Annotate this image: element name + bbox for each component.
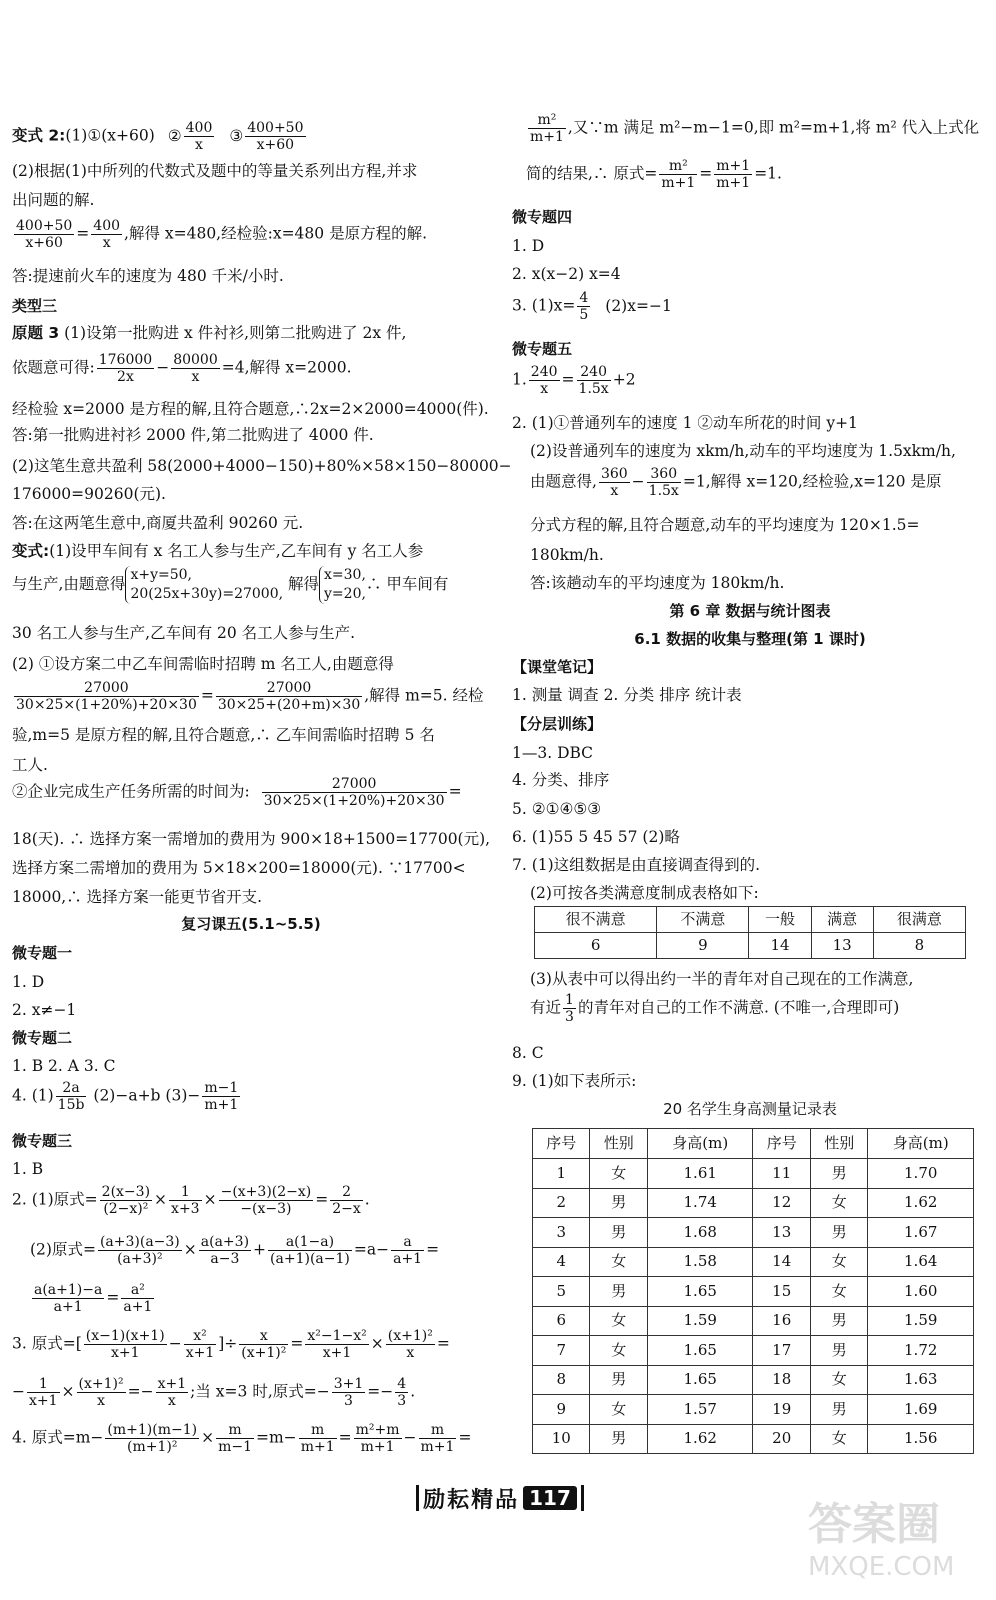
text-line: 1. D — [512, 237, 545, 255]
t2-cell: 13 — [753, 1218, 810, 1248]
t2-cell: 女 — [810, 1277, 867, 1307]
t2-header-cell: 序号 — [533, 1129, 590, 1159]
brand-name: 励耘精品 — [423, 1487, 520, 1513]
section-heading: 【分层训练】 — [512, 715, 603, 733]
t1-value-cell: 6 — [535, 933, 657, 959]
equation-line: 4. 原式=m− $\frac{(m+1)(m-1)}{\text{(m+1)²}}$ × $\frac{m}{m-1}$ =m− $\frac{m}{m+1}$ = $\frac{\text{m²+m}}{m+1}$ − $\frac{m}{m+1}$ = — [12, 1422, 472, 1456]
text-line: 18000,∴ 选择方案一能更节省开支. — [12, 888, 263, 906]
t2-cell: 女 — [590, 1336, 647, 1366]
t2-cell: 12 — [753, 1188, 810, 1218]
text-line: 选择方案二需增加的费用为 5×18×200=18000(元). ∵17700< — [12, 859, 466, 877]
text-line: 4. 分类、排序 — [512, 771, 610, 789]
text-line: (2)根据(1)中所列的代数式及题中的等量关系列出方程,并求 — [12, 162, 418, 180]
text-line: 分式方程的解,且符合题意,动车的平均速度为 120×1.5= — [530, 516, 920, 534]
section-heading: 【课堂笔记】 — [512, 658, 603, 676]
t2-cell: 8 — [533, 1365, 590, 1395]
t2-cell: 1.68 — [647, 1218, 753, 1248]
t2-cell: 18 — [753, 1365, 810, 1395]
equation-line: 由题意得, $\frac{360}{x}$ − $\frac{360}{1.5x}$ =1,解得 x=120,经检验,x=120 是原 — [530, 466, 942, 500]
table-row — [533, 1395, 974, 1425]
t2-cell: 1.61 — [647, 1159, 753, 1189]
text-line: (2)设普通列车的速度为 xkm/h,动车的平均速度为 1.5xkm/h, — [530, 442, 956, 460]
t2-cell: 1.59 — [868, 1306, 974, 1336]
satisfaction-table — [534, 906, 966, 959]
t2-cell: 女 — [810, 1247, 867, 1277]
t2-cell: 1.70 — [868, 1159, 974, 1189]
footer-bar — [416, 1485, 419, 1511]
t1-header-cell: 很满意 — [873, 907, 965, 933]
t1-header-cell: 很不满意 — [535, 907, 657, 933]
t2-cell: 20 — [753, 1424, 810, 1454]
section-heading: 微专题五 — [512, 340, 573, 358]
text-line: 答:该趟动车的平均速度为 180km/h. — [530, 574, 785, 592]
t2-cell: 男 — [590, 1218, 647, 1248]
t2-cell: 男 — [810, 1218, 867, 1248]
text-line: 答:第一批购进衬衫 2000 件,第二批购进了 4000 件. — [12, 426, 374, 444]
section-title: 复习课五(5.1~5.5) — [181, 915, 321, 933]
equation-line: ②企业完成生产任务所需的时间为: $\frac{27000}{30\times 25\times(1+20\%)+20\times 30}$ = — [12, 776, 462, 810]
section-heading: 类型三 — [12, 297, 58, 315]
text-line: 2. x(x−2) x=4 — [512, 265, 621, 283]
text-line: 变式:(1)设甲车间有 x 名工人参与生产,乙车间有 y 名工人参 — [12, 542, 424, 560]
text-line: 验,m=5 是原方程的解,且符合题意,∴ 乙车间需临时招聘 5 名 — [12, 726, 435, 744]
text-line: 5. ②①④⑤③ — [512, 800, 602, 818]
t2-cell: 1.69 — [868, 1395, 974, 1425]
t2-cell: 男 — [810, 1306, 867, 1336]
t2-cell: 1 — [533, 1159, 590, 1189]
text-line: 8. C — [512, 1044, 544, 1062]
t2-cell: 1.65 — [647, 1365, 753, 1395]
text-line: 1. 测量 调查 2. 分类 排序 统计表 — [512, 686, 742, 704]
t2-cell: 1.64 — [868, 1247, 974, 1277]
t2-header-cell: 身高(m) — [647, 1129, 753, 1159]
t2-cell: 女 — [810, 1424, 867, 1454]
t2-cell: 男 — [590, 1188, 647, 1218]
text-line: (2) ①设方案二中乙车间需临时招聘 m 名工人,由题意得 — [12, 655, 394, 673]
variant2-line: 变式 2:(1)①(x+60) ② $\frac{400}{x}$ ③ $\frac{400+50}{x+60}$ — [12, 120, 304, 154]
table-row — [533, 1336, 974, 1366]
t1-value-cell: 13 — [811, 933, 873, 959]
watermark — [808, 1488, 988, 1588]
t2-cell: 1.57 — [647, 1395, 753, 1425]
t2-cell: 1.56 — [868, 1424, 974, 1454]
t2-cell: 1.58 — [647, 1247, 753, 1277]
text-line: 工人. — [12, 756, 48, 774]
text-line: 7. (1)这组数据是由直接调查得到的. — [512, 856, 761, 874]
t2-cell: 1.72 — [868, 1336, 974, 1366]
t2-cell: 14 — [753, 1247, 810, 1277]
t2-cell: 3 — [533, 1218, 590, 1248]
table-row — [533, 1218, 974, 1248]
t2-cell: 1.65 — [647, 1277, 753, 1307]
equation-line: $\frac{27000}{30\times 25\times(1+20\%)+20\times 30}$ = $\frac{27000}{30\times 25+(20+m)\times 30}$ ,解得 m=5. 经检 — [16, 680, 484, 714]
t2-cell: 15 — [753, 1277, 810, 1307]
t1-value-cell: 8 — [873, 933, 965, 959]
table-row — [533, 1365, 974, 1395]
t2-cell: 7 — [533, 1336, 590, 1366]
fraction: $\frac{400}{x}$ — [185, 120, 213, 154]
t2-header-cell: 序号 — [753, 1129, 810, 1159]
t2-cell: 男 — [590, 1424, 647, 1454]
text-line: 1—3. DBC — [512, 744, 594, 762]
t2-cell: 男 — [810, 1336, 867, 1366]
equation-line: 依题意可得: $\frac{176000}{2x}$ − $\frac{80000}{x}$ =4,解得 x=2000. — [12, 352, 352, 386]
table-row — [533, 1247, 974, 1277]
section-heading: 微专题一 — [12, 944, 73, 962]
footer-bar — [581, 1485, 584, 1511]
watermark-text: 答案圈 — [808, 1499, 940, 1550]
height-record-table — [532, 1128, 974, 1454]
t2-cell: 1.74 — [647, 1188, 753, 1218]
t1-header-cell: 不满意 — [657, 907, 749, 933]
lesson-title: 6.1 数据的收集与整理(第 1 课时) — [634, 630, 866, 648]
equation-line: 2. (1)原式= $\frac{2(x-3)}{\text{(2−x)²}}$ × $\frac{1}{x+3}$ × $\frac{-(x+3)(2-x)}{-(x-3)}$ = $\frac{2}{2-x}$ . — [12, 1184, 370, 1218]
t2-cell: 男 — [810, 1395, 867, 1425]
t2-cell: 男 — [590, 1365, 647, 1395]
table-title: 20 名学生身高测量记录表 — [663, 1100, 837, 1118]
t2-cell: 11 — [753, 1159, 810, 1189]
text-line: 2. (1)①普通列车的速度 1 ②动车所花的时间 y+1 — [512, 414, 858, 432]
t2-cell: 6 — [533, 1306, 590, 1336]
text-line: (3)从表中可以得出约一半的青年对自己现在的工作满意, — [530, 970, 914, 988]
t2-header-cell: 性别 — [810, 1129, 867, 1159]
t2-cell: 1.67 — [868, 1218, 974, 1248]
t2-cell: 女 — [810, 1365, 867, 1395]
t2-cell: 4 — [533, 1247, 590, 1277]
text-line: 答:提速前火车的速度为 480 千米/小时. — [12, 267, 284, 285]
text-line: 2. x≠−1 — [12, 1001, 77, 1019]
t2-cell: 女 — [810, 1188, 867, 1218]
table-row — [533, 1424, 974, 1454]
section-heading: 微专题四 — [512, 208, 573, 226]
equation-line: $\frac{400+50}{x+60}$ = $\frac{400}{x}$ ,解得 x=480,经检验:x=480 是原方程的解. — [16, 218, 428, 252]
table-row — [533, 1306, 974, 1336]
text-line: 180km/h. — [530, 546, 604, 564]
t2-cell: 19 — [753, 1395, 810, 1425]
t2-cell: 16 — [753, 1306, 810, 1336]
table-row — [533, 1277, 974, 1307]
watermark-url: MXQE.COM — [808, 1552, 955, 1582]
t2-cell: 1.63 — [868, 1365, 974, 1395]
chapter-title: 第 6 章 数据与统计图表 — [669, 602, 831, 620]
text-line: 30 名工人参与生产,乙车间有 20 名工人参与生产. — [12, 624, 356, 642]
text-line: 1. B — [12, 1160, 44, 1178]
t1-value-cell: 14 — [749, 933, 811, 959]
text-line: 原题 3 (1)设第一批购进 x 件衬衫,则第二批购进了 2x 件, — [12, 324, 407, 342]
text-line: 9. (1)如下表所示: — [512, 1072, 637, 1090]
text-line: 1. B 2. A 3. C — [12, 1057, 116, 1075]
t2-cell: 5 — [533, 1277, 590, 1307]
equation-line: $\frac{a(a+1)-a}{a+1}$ = $\frac{\text{a²}}{a+1}$ — [34, 1282, 153, 1316]
equation-line: $\frac{\text{m²}}{m+1}$ ,又∵m 满足 m²−m−1=0,即 m²=m+1,将 m² 代入上式化 — [530, 112, 980, 146]
t2-cell: 17 — [753, 1336, 810, 1366]
system-line: 与生产,由题意得 x+y=50, 20(25x+30y)=27000, 解得 x=30, y=20, ∴ 甲车间有 — [12, 567, 449, 602]
t2-cell: 10 — [533, 1424, 590, 1454]
equation-line: − $\frac{1}{x+1}$ × $\frac{\text{(x+1)²}}{x}$ =− $\frac{x+1}{x}$ ;当 x=3 时,原式=− $\frac{3+1}{3}$ =− $\frac{4}{3}$ . — [12, 1376, 416, 1410]
text-line: 答:在这两笔生意中,商厦共盈利 90260 元. — [12, 514, 304, 532]
text-line: 6. (1)55 5 45 57 (2)略 — [512, 828, 680, 846]
t2-cell: 1.62 — [647, 1424, 753, 1454]
text-line: 出问题的解. — [12, 191, 95, 209]
equation-line: 4. (1) $\frac{2a}{15b}$ (2)−a+b (3)− $\frac{m-1}{m+1}$ — [12, 1080, 239, 1114]
t2-cell: 女 — [590, 1159, 647, 1189]
t2-header-cell: 身高(m) — [868, 1129, 974, 1159]
equation-line: (2)原式= $\frac{(a+3)(a-3)}{\text{(a+3)²}}$ × $\frac{a(a+3)}{a-3}$ + $\frac{a(1-a)}{(a+1)(a-1)}$ =a− $\frac{a}{a+1}$ = — [30, 1234, 440, 1268]
page-number: 117 — [523, 1486, 577, 1510]
t2-cell: 男 — [590, 1277, 647, 1307]
text-line: 18(天). ∴ 选择方案一需增加的费用为 900×18+1500=17700(元), — [12, 830, 491, 848]
section-heading: 微专题二 — [12, 1029, 73, 1047]
t2-cell: 1.60 — [868, 1277, 974, 1307]
text-line: (2)可按各类满意度制成表格如下: — [530, 884, 759, 902]
table-row — [533, 1188, 974, 1218]
t2-cell: 女 — [590, 1306, 647, 1336]
t2-cell: 女 — [590, 1395, 647, 1425]
t2-cell: 男 — [810, 1159, 867, 1189]
equation-line: 简的结果,∴ 原式= $\frac{\text{m²}}{m+1}$ = $\frac{m+1}{m+1}$ =1. — [526, 158, 782, 192]
table-row — [533, 1159, 974, 1189]
equation-line: 3. 原式=[ $\frac{(x-1)(x+1)}{x+1}$ − $\frac{\text{x²}}{x+1}$ ]÷ $\frac{x}{\text{(x+1)²}}$ = $\frac{\text{x²−1−x²}}{x+1}$ × $\frac{\text{(x+1)²}}{x}$ = — [12, 1328, 450, 1362]
fraction: $\frac{400+50}{x+60}$ — [247, 120, 304, 154]
t1-header-cell: 一般 — [749, 907, 811, 933]
equation-line: 有近 $\frac{1}{3}$ 的青年对自己的工作不满意. (不唯一,合理即可) — [530, 992, 900, 1026]
t2-cell: 1.59 — [647, 1306, 753, 1336]
t2-cell: 女 — [590, 1247, 647, 1277]
equation-line: 1. $\frac{240}{x}$ = $\frac{240}{1.5x}$ +2 — [512, 364, 636, 398]
text-line: 经检验 x=2000 是方程的解,且符合题意,∴2x=2×2000=4000(件). — [12, 400, 489, 418]
page-footer — [408, 1482, 592, 1514]
text-line: (2)这笔生意共盈利 58(2000+4000−150)+80%×58×150−80000− — [12, 457, 512, 475]
t1-header-cell: 满意 — [811, 907, 873, 933]
t2-cell: 2 — [533, 1188, 590, 1218]
t1-value-cell: 9 — [657, 933, 749, 959]
t2-header-cell: 性别 — [590, 1129, 647, 1159]
section-heading: 微专题三 — [12, 1132, 73, 1150]
text-line: 1. D — [12, 973, 45, 991]
t2-cell: 1.65 — [647, 1336, 753, 1366]
t2-cell: 1.62 — [868, 1188, 974, 1218]
t2-cell: 9 — [533, 1395, 590, 1425]
equation-line: 3. (1)x= $\frac{4}{5}$ (2)x=−1 — [512, 290, 672, 324]
text-line: 176000=90260(元). — [12, 485, 166, 503]
